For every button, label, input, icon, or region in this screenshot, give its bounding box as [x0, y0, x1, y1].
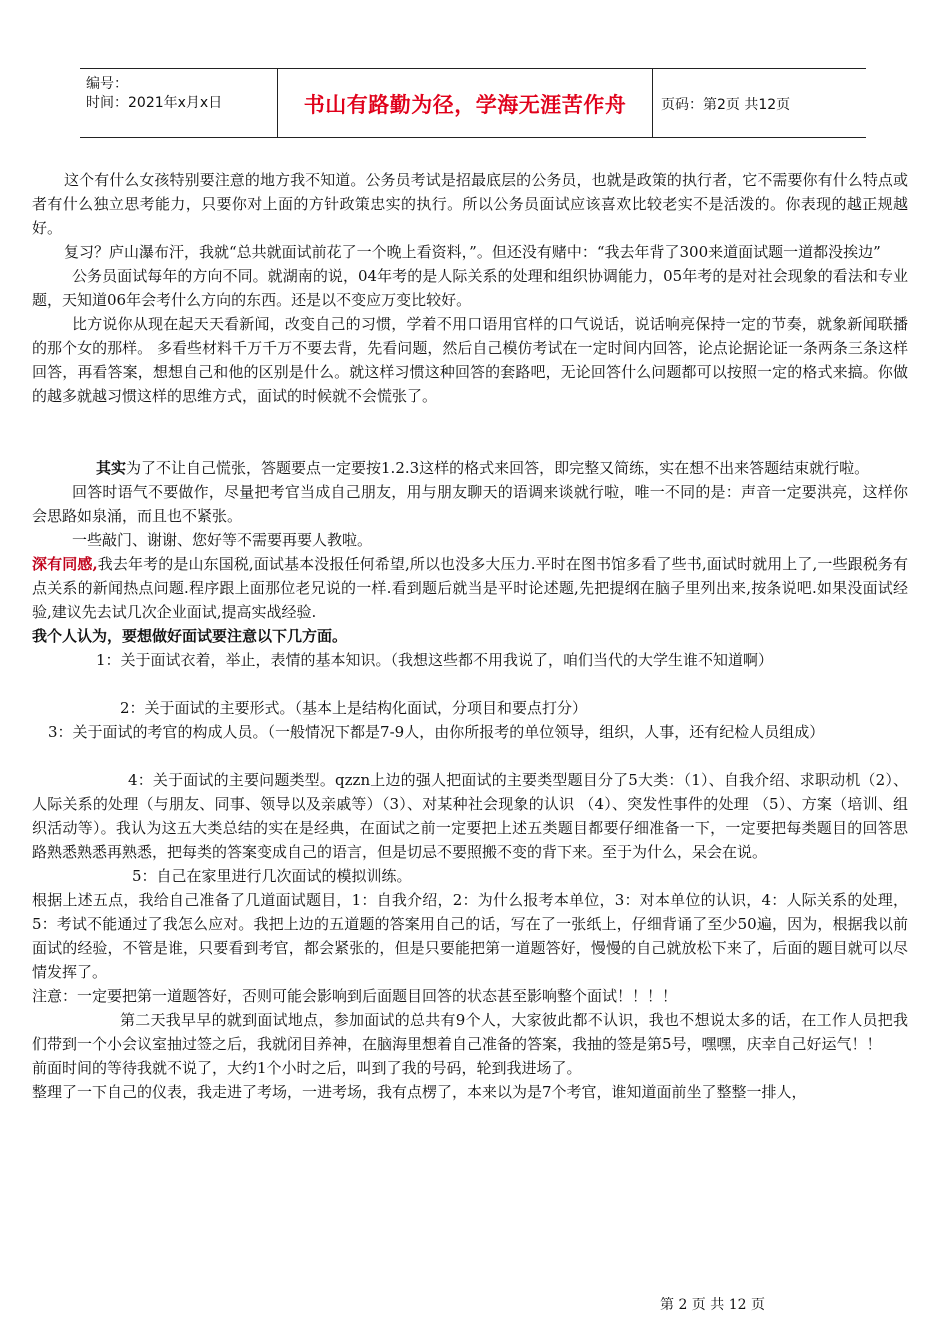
paragraph: 整理了一下自己的仪表，我走进了考场，一进考场，我有点楞了，本来以为是7个考官，谁知道面前坐了整整一排人， — [32, 1083, 807, 1101]
header-motto-cell — [278, 69, 653, 137]
paragraph: 第二天我早早的就到面试地点，参加面试的总共有9个人，大家彼此都不认识，我也不想说太多的话，在工作人员把我们带到一个小会议室抽过签之后，我就闭目养神，在脑海里想着自己准备的答案，我抽的签是第5号，嘿嘿，庆幸自己好运气！！ — [32, 1011, 908, 1053]
spacer — [32, 408, 908, 456]
paragraph-text: 为了不让自己慌张，答题要点一定要按1.2.3这样的格式来回答，即完整又简练，实在想不出来答题结束就行啦。 — [126, 459, 870, 477]
paragraph: 复习？庐山瀑布汗，我就“总共就面试前花了一个晚上看资料，”。但还没有赌中：“我去年背了300来道面试题一道都没挨边” — [64, 243, 881, 261]
paragraph: 公务员面试每年的方向不同。就湖南的说，04年考的是人际关系的处理和组织协调能力，05年考的是对社会现象的看法和专业题，天知道06年会考什么方向的东西。还是以不变应万变比较好。 — [32, 267, 908, 309]
paragraph: 比方说你从现在起天天看新闻，改变自己的习惯，学着不用口语用官样的口气说话，说话响亮保持一定的节奏，就象新闻联播的那个女的那样。 多看些材料千万千万不要去背，先看问题，然后自己模仿考试在一定时间内回答，论点论据论证一条两条三条这样回答，再看答案，想想自己和他的区别是什么。就这样习惯这种回答的套路吧，无论回答什么问题都可以按照一定的格式来搞。你做的越多就越习惯这样的思维方式，面试的时候就不会慌张了。 — [32, 315, 908, 405]
paragraph: 根据上述五点，我给自己准备了几道面试题目，1：自我介绍，2：为什么报考本单位，3：对本单位的认识，4：人际关系的处理，5：考试不能通过了我怎么应对。我把上边的五道题的答案用自己的话，写在了一张纸上，仔细背诵了至少50遍，因为，根据我以前面试的经验，不管是谁，只要看到考官，都会紧张的，但是只要能把第一道题答好，慢慢的自己就放松下来了，后面的题目就可以尽情发挥了。 — [32, 891, 908, 981]
list-item: 1：关于面试衣着，举止，表情的基本知识。（我想这些都不用我说了，咱们当代的大学生谁不知道啊） — [96, 651, 774, 669]
paragraph: 注意：一定要把第一道题答好，否则可能会影响到后面题目回答的状态甚至影响整个面试！！！！ — [32, 987, 678, 1005]
paragraph-text: 我去年考的是山东国税,面试基本没报任何希望,所以也没多大压力.平时在图书馆多看了些书,面试时就用上了,一些跟税务有点关系的新闻热点问题.程序跟上面那位老兄说的一样.看到题后就当是平时论述题,先把提纲在脑子里列出来,按条说吧.如果没面试经验,建议先去试几次企业面试,提高实战经验. — [32, 555, 908, 621]
paragraph: 前面时间的等待我就不说了，大约1个小时之后，叫到了我的号码，轮到我进场了。 — [32, 1059, 582, 1077]
paragraph — [32, 456, 908, 480]
paragraph — [32, 552, 908, 624]
list-item: 5：自己在家里进行几次面试的模拟训练。 — [132, 867, 412, 885]
motto: 书山有路勤为径，学海无涯苦作舟 — [303, 93, 627, 117]
spacer — [32, 744, 908, 768]
page-header — [80, 68, 866, 138]
list-item: 4：关于面试的主要问题类型。qzzn上边的强人把面试的主要类型题目分了5大类：（1）、自我介绍、求职动机（2）、人际关系的处理（与朋友、同事、领导以及亲戚等）（3）、对某种社会现象的认识 （4）、突发性事件的处理 （5）、方案（培训、组织活动等）。我认为这五大类总结的实在是经典，在面试之前一定要把上述五类题目都要仔细准备一下，一定要把每类题目的回答思路熟悉熟悉再熟悉，把每类的答案变成自己的语言，但是切忌不要照搬不变的背下来。至于为什么，呆会在说。 — [32, 771, 908, 861]
section-heading: 我个人认为，要想做好面试要注意以下几方面。 — [32, 627, 348, 645]
header-page-cell — [653, 69, 866, 137]
paragraph: 这个有什么女孩特别要注意的地方我不知道。公务员考试是招最底层的公务员，也就是政策的执行者，它不需要你有什么特点或者有什么独立思考能力，只要你对上面的方针政策忠实的执行。所以公务员面试应该喜欢比较老实不是活泼的。你表现的越正规越好。 — [32, 171, 908, 237]
document-body — [32, 168, 908, 1104]
time-label: 时间：2021年x月x日 — [86, 95, 223, 111]
paragraph-lead: 深有同感, — [32, 555, 98, 573]
header-meta-cell — [80, 69, 278, 137]
spacer — [32, 672, 908, 696]
paragraph-lead: 其实 — [96, 459, 127, 477]
paragraph: 回答时语气不要做作，尽量把考官当成自己朋友，用与朋友聊天的语调来谈就行啦，唯一不同的是：声音一定要洪亮，这样你会思路如泉涌，而且也不紧张。 — [32, 483, 908, 525]
page-footer: 第 2 页 共 12 页 — [660, 1297, 765, 1313]
list-item: 3：关于面试的考官的构成人员。（一般情况下都是7-9人，由你所报考的单位领导，组织，人事，还有纪检人员组成） — [48, 723, 825, 741]
list-item: 2：关于面试的主要形式。（基本上是结构化面试，分项目和要点打分） — [120, 699, 588, 717]
page-label: 页码：第2页 共12页 — [661, 97, 791, 113]
paragraph: 一些敲门、谢谢、您好等不需要再要人教啦。 — [72, 531, 373, 549]
number-label: 编号： — [86, 76, 128, 92]
